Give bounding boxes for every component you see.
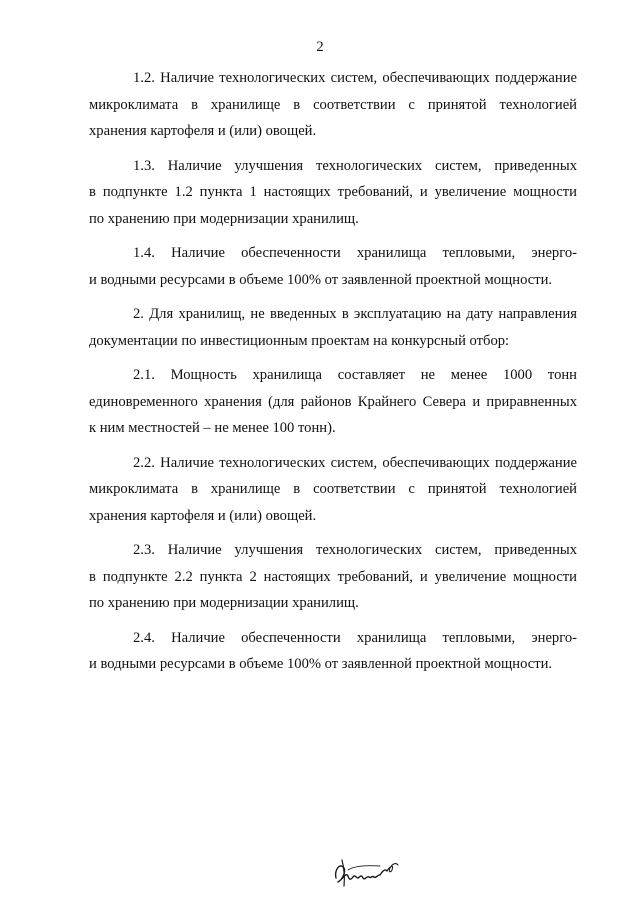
paragraph-line: 2. Для хранилищ, не введенных в эксплуатацию на дату направления	[133, 306, 577, 322]
paragraph-2-4	[89, 625, 577, 678]
paragraph-line: 2.2. Наличие технологических систем, обеспечивающих поддержание	[133, 454, 577, 471]
paragraph-1-4	[89, 240, 577, 293]
paragraph-line: в подпункте 2.2 пункта 2 настоящих требований, и увеличение мощности	[89, 568, 577, 585]
paragraph-line: 2.3. Наличие улучшения технологических систем, приведенных	[133, 542, 577, 558]
page-number: 2	[316, 39, 324, 55]
paragraph-line: хранения картофеля и (или) овощей.	[89, 123, 317, 139]
paragraph-2-2	[89, 450, 577, 530]
paragraph-line: по хранению при модернизации хранилищ.	[89, 595, 359, 611]
document-body	[89, 65, 577, 678]
paragraph-line: микроклимата в хранилище в соответствии с принятой технологией	[89, 96, 577, 113]
paragraph-line: 1.2. Наличие технологических систем, обеспечивающих поддержание	[133, 70, 577, 86]
paragraph-2	[89, 301, 577, 354]
paragraph-line: и водными ресурсами в объеме 100% от заявленной проектной мощности.	[89, 271, 553, 288]
paragraph-line: хранения картофеля и (или) овощей.	[89, 507, 317, 524]
paragraph-line: и водными ресурсами в объеме 100% от заявленной проектной мощности.	[89, 656, 553, 672]
handwritten-signature	[330, 848, 402, 890]
paragraph-line: к ним местностей – не менее 100 тонн).	[89, 420, 336, 436]
paragraph-line: документации по инвестиционным проектам на конкурсный отбор:	[89, 332, 510, 349]
paragraph-line: в подпункте 1.2 пункта 1 настоящих требований, и увеличение мощности	[89, 184, 577, 200]
paragraph-line: микроклимата в хранилище в соответствии с принятой технологией	[89, 481, 577, 497]
paragraph-line: единовременного хранения (для районов Крайнего Севера и приравненных	[89, 393, 577, 410]
paragraph-2-1	[89, 362, 577, 442]
paragraph-line: 1.3. Наличие улучшения технологических систем, приведенных	[133, 157, 577, 174]
paragraph-line: 1.4. Наличие обеспеченности хранилища тепловыми, энерго-	[133, 245, 577, 261]
paragraph-line: по хранению при модернизации хранилищ.	[89, 210, 359, 227]
paragraph-1-3	[89, 153, 577, 233]
paragraph-line: 2.1. Мощность хранилища составляет не менее 1000 тонн	[133, 367, 577, 383]
paragraph-2-3	[89, 537, 577, 617]
paragraph-1-2	[89, 65, 577, 145]
paragraph-line: 2.4. Наличие обеспеченности хранилища тепловыми, энерго-	[133, 629, 577, 646]
